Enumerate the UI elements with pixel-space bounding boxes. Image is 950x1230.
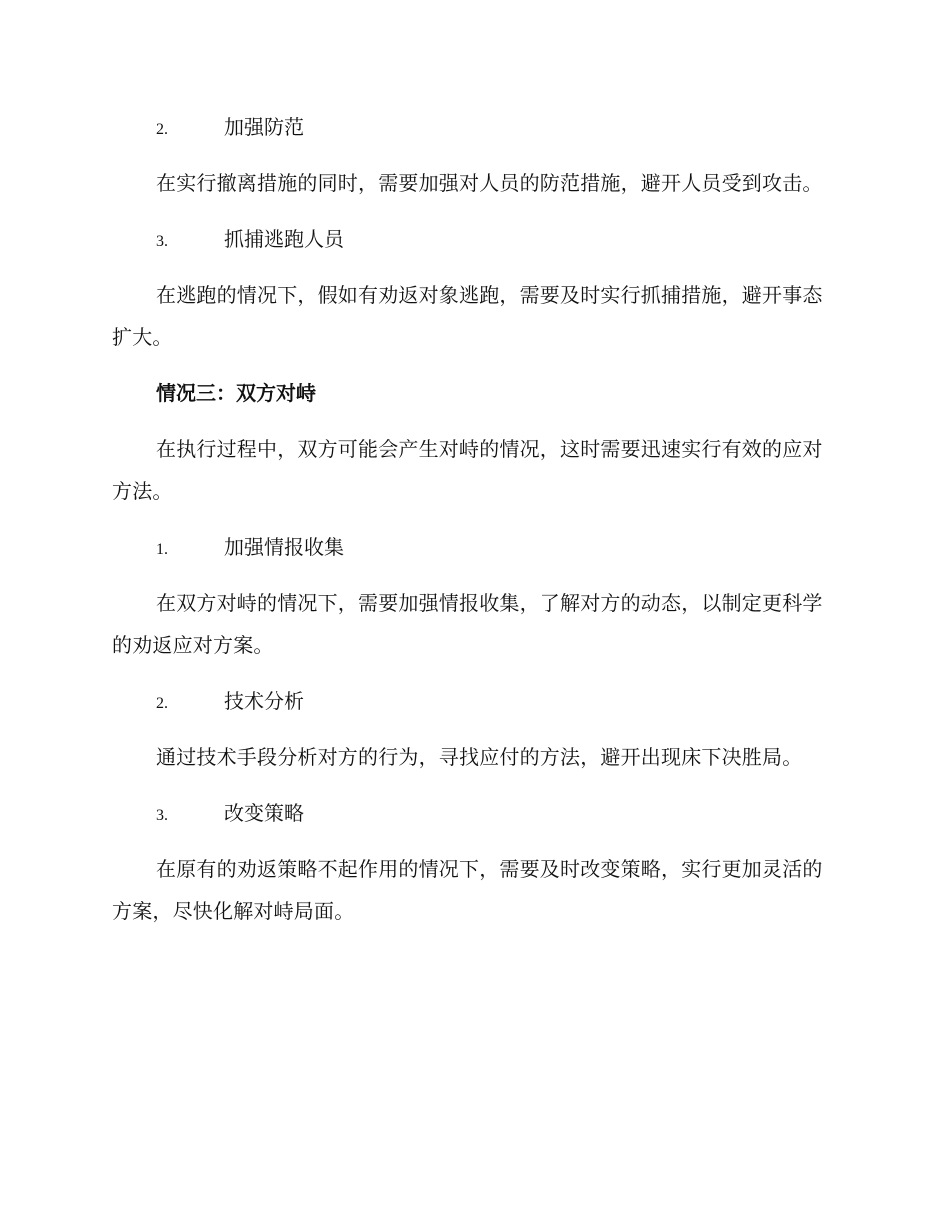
list-title: 技术分析 xyxy=(224,689,304,713)
list-number: 1. xyxy=(156,541,168,558)
paragraph: 在实行撤离措施的同时，需要加强对人员的防范措施，避开人员受到攻击。 xyxy=(156,171,823,195)
list-item-capture xyxy=(112,224,832,254)
paragraph: 在执行过程中，双方可能会产生对峙的情况，这时需要迅速实行有效的应对方法。 xyxy=(112,437,823,503)
document-content xyxy=(112,112,832,952)
list-title: 抓捕逃跑人员 xyxy=(224,227,344,251)
section-heading: 情况三：双方对峙 xyxy=(156,381,316,405)
list-number: 2. xyxy=(156,121,168,138)
list-number: 3. xyxy=(156,807,168,824)
list-item-analysis xyxy=(112,686,832,716)
list-number: 2. xyxy=(156,695,168,712)
paragraph: 在双方对峙的情况下，需要加强情报收集，了解对方的动态，以制定更科学的劝返应对方案。 xyxy=(112,591,823,657)
list-title: 加强防范 xyxy=(224,115,304,139)
list-title: 加强情报收集 xyxy=(224,535,344,559)
list-number: 3. xyxy=(156,233,168,250)
list-item-defense xyxy=(112,112,832,142)
paragraph: 在逃跑的情况下，假如有劝返对象逃跑，需要及时实行抓捕措施，避开事态扩大。 xyxy=(112,283,823,349)
paragraph: 在原有的劝返策略不起作用的情况下，需要及时改变策略，实行更加灵活的方案，尽快化解对峙局面。 xyxy=(112,857,823,923)
list-title: 改变策略 xyxy=(224,801,304,825)
paragraph: 通过技术手段分析对方的行为，寻找应付的方法，避开出现床下决胜局。 xyxy=(156,745,803,769)
list-item-strategy xyxy=(112,798,832,828)
list-item-intelligence xyxy=(112,532,832,562)
